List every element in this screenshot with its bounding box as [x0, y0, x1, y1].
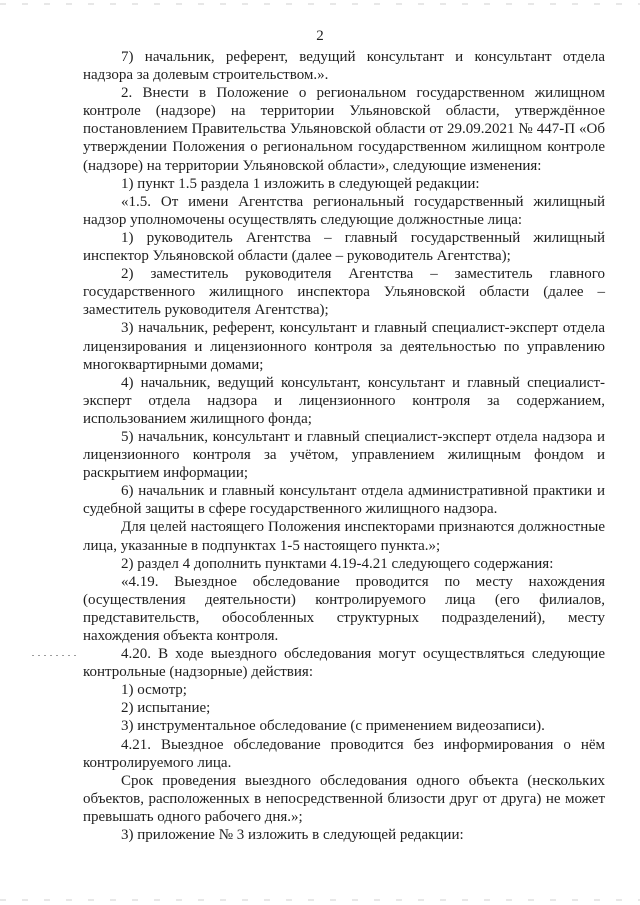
paragraph-inspection-term: Срок проведения выездного обследования одного объекта (нескольких объектов, расположенных в непосредственной близости друг от друга) не может превышать одного рабочего дня.»; [83, 772, 605, 825]
paragraph-point-4-21: 4.21. Выездное обследование проводится без информирования о нём контролируемого лица. [83, 736, 605, 771]
paragraph-point-1-5-intro: 1) пункт 1.5 раздела 1 изложить в следующей редакции: [121, 175, 480, 192]
paragraph-point-1-5: «1.5. От имени Агентства региональный государственный жилищный надзор уполномочены осуществлять следующие должностные лица: [83, 193, 605, 228]
paragraph-point-4-20: 4.20. В ходе выездного обследования могут осуществляться следующие контрольные (надзорные) действия: [83, 646, 605, 681]
scan-edge-bottom [0, 899, 640, 901]
paragraph-list-item-6: 6) начальник и главный консультант отдела административной практики и судебной защиты в сфере государственного жилищного надзора. [83, 483, 605, 518]
paragraph-list-item-5: 5) начальник, консультант и главный специалист-эксперт отдела надзора и лицензионного контроля за учётом, управлением жилищным фондом и раскрытием информации; [83, 428, 605, 482]
paragraph-amendment-2: 2. Внести в Положение о региональном государственном жилищном контроле (надзоре) на территории Ульяновской области, утверждённое постановлением Правительства Ульяновской области от 29.09.2021 № 447-П «Об утверждении Положения о региональном государственном жилищном контроле (надзоре) на территории Ульяновской области», следующие изменения: [83, 85, 605, 174]
paragraph-list-item-4: 4) начальник, ведущий консультант, консультант и главный специалист-эксперт отдела надзора и лицензионного контроля за содержанием, использованием жилищного фонда; [83, 374, 605, 427]
paragraph-list-item-2: 2) заместитель руководителя Агентства – заместитель главного государственного жилищного инспектора Ульяновской области (далее – заместитель руководителя Агентства); [83, 266, 605, 319]
paragraph-list-item-1: 1) руководитель Агентства – главный государственный жилищный инспектор Ульяновской области (далее – руководитель Агентства); [83, 229, 605, 265]
scan-edge-top [0, 3, 640, 5]
paragraph-action-testing: 2) испытание; [121, 700, 211, 717]
paragraph-list-item-3: 3) начальник, референт, консультант и главный специалист-эксперт отдела лицензирования и лицензионного контроля за деятельностью по управлению многоквартирными домами; [83, 320, 605, 373]
paragraph-item-7-continuation: 7) начальник, референт, ведущий консультант и консультант отдела надзора за долевым строительством.». [83, 49, 605, 84]
document-body [83, 48, 605, 844]
paragraph-action-instrumental: 3) инструментальное обследование (с применением видеозаписи). [121, 718, 545, 735]
page-number: 2 [316, 28, 324, 44]
paragraph-action-inspection: 1) осмотр; [121, 682, 187, 699]
paragraph-section-4-intro: 2) раздел 4 дополнить пунктами 4.19-4.21 следующего содержания: [121, 555, 554, 572]
paragraph-point-4-19: «4.19. Выездное обследование проводится по месту нахождения (осуществления деятельности) контролируемого лица (его филиалов, представительств, обособленных структурных подразделений), месту нахождения объекта контроля. [83, 573, 605, 644]
paragraph-inspectors: Для целей настоящего Положения инспекторами признаются должностные лица, указанные в подпунктах 1-5 настоящего пункта.»; [83, 519, 605, 554]
paragraph-appendix-3: 3) приложение № 3 изложить в следующей редакции: [121, 827, 464, 844]
scan-margin-mark [32, 655, 80, 656]
